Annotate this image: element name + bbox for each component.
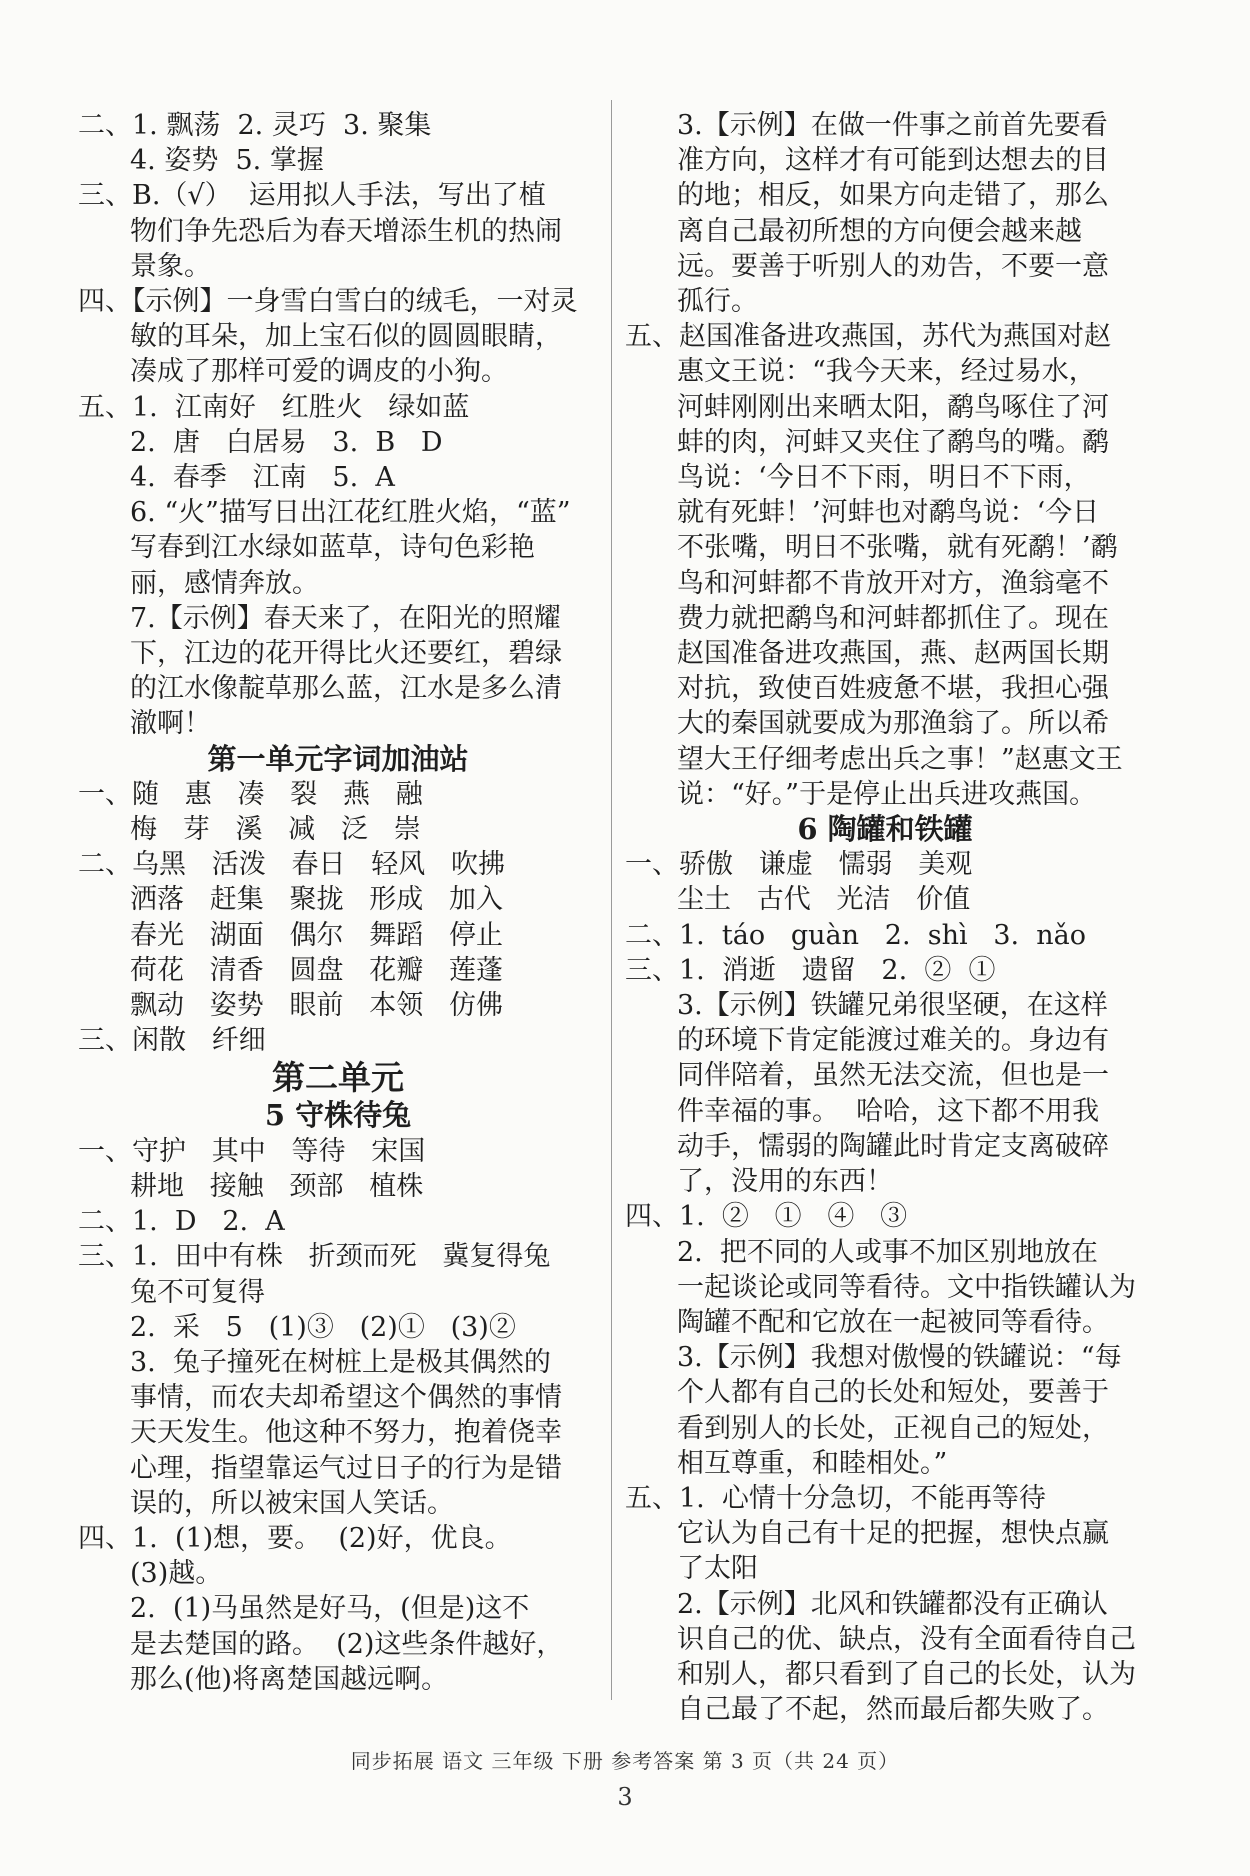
answer-line: 2. 把不同的人或事不加区别地放在 (677, 1236, 1098, 1268)
section-heading: 6 陶罐和铁罐 (797, 812, 973, 847)
answer-line: 动手，懦弱的陶罐此时肯定支离破碎 (677, 1130, 1109, 1162)
answer-line: 五、1. 心情十分急切，不能再等待 (625, 1482, 1046, 1514)
answer-line: 对抗，致使百姓疲惫不堪，我担心强 (677, 673, 1109, 705)
answer-line: 三、1. 田中有株 折颈而死 冀复得兔 (78, 1241, 551, 1273)
answer-line: 费力就把鹬鸟和河蚌都抓住了。现在 (677, 602, 1109, 634)
answer-line: 四、1. (1)想，要。 (2)好，优良。 (78, 1522, 512, 1554)
answer-line: 三、1. 消逝 遗留 2. ② ① (625, 954, 996, 986)
answer-line: 4. 姿势 5. 掌握 (130, 145, 324, 177)
answer-line: 梅 芽 溪 减 泛 崇 (130, 814, 421, 846)
page-footer: 同步拓展 语文 三年级 下册 参考答案 第 3 页（共 24 页） (350, 1749, 900, 1773)
answer-line: (3)越。 (130, 1558, 223, 1590)
answer-line: 2. 采 5 (1)③ (2)① (3)② (130, 1311, 516, 1343)
answer-line: 飘动 姿势 眼前 本领 仿佛 (130, 990, 503, 1022)
right-column (625, 108, 1145, 1727)
answer-line: 四、1. ② ① ④ ③ (625, 1201, 908, 1233)
answer-line: 心理，指望靠运气过日子的行为是错 (130, 1452, 562, 1484)
answer-line: 物们争先恐后为春天增添生机的热闹 (130, 215, 562, 247)
answer-line: 2. (1)马虽然是好马，(但是)这不 (130, 1593, 530, 1625)
answer-line: 识自己的优、缺点，没有全面看待自己 (677, 1623, 1136, 1655)
answer-line: 天天发生。他这种不努力，抱着侥幸 (130, 1417, 562, 1449)
answer-line: 的江水像靛草那么蓝，江水是多么清 (130, 673, 562, 705)
answer-line: 了太阳 (677, 1553, 758, 1585)
answer-line: 它认为自己有十足的把握，想快点赢 (677, 1518, 1109, 1550)
answer-line: 尘土 古代 光洁 价值 (677, 884, 971, 916)
answer-line: 洒落 赶集 聚拢 形成 加入 (130, 884, 503, 916)
answer-line: 下，江边的花开得比火还要红，碧绿 (130, 638, 562, 670)
answer-line: 说：“好。”于是停止出兵进攻燕国。 (677, 778, 1097, 810)
answer-line: 大的秦国就要成为那渔翁了。所以希 (677, 708, 1109, 740)
answer-line: 三、B.（√） 运用拟人手法，写出了植 (78, 180, 546, 212)
answer-line: 敏的耳朵，加上宝石似的圆圆眼睛， (130, 321, 562, 353)
answer-line: 一起谈论或同等看待。文中指铁罐认为 (677, 1271, 1136, 1303)
answer-line: 蚌的肉，河蚌又夹住了鹬鸟的嘴。鹬 (677, 426, 1109, 458)
section-heading: 第一单元字词加油站 (207, 741, 469, 776)
answer-line: 那么(他)将离楚国越远啊。 (130, 1663, 449, 1695)
answer-line: 的地；相反，如果方向走错了，那么 (677, 180, 1109, 212)
answer-line: 误的，所以被宋国人笑话。 (130, 1487, 454, 1519)
answer-line: 3.【示例】铁罐兄弟很坚硬，在这样 (677, 990, 1108, 1022)
answer-line: 四、【示例】一身雪白雪白的绒毛，一对灵 (78, 286, 578, 318)
answer-line: 三、闲散 纤细 (78, 1025, 266, 1057)
answer-line: 同伴陪着，虽然无法交流，但也是一 (677, 1060, 1109, 1092)
answer-line: 凑成了那样可爱的调皮的小狗。 (130, 356, 508, 388)
answer-line: 荷花 清香 圆盘 花瓣 莲蓬 (130, 954, 503, 986)
section-heading: 第二单元 (272, 1058, 404, 1098)
answer-line: 3. 兔子撞死在树桩上是极其偶然的 (130, 1346, 551, 1378)
answer-line: 7.【示例】春天来了，在阳光的照耀 (130, 602, 561, 634)
column-divider (611, 100, 612, 1700)
answer-line: 写春到江水绿如蓝草，诗句色彩艳 (130, 532, 535, 564)
answer-line: 一、随 惠 凑 裂 燕 融 (78, 778, 423, 810)
answer-line: 2. 唐 白居易 3. B D (130, 426, 443, 458)
answer-line: 不张嘴，明日不张嘴，就有死鹬！’鹬 (677, 532, 1118, 564)
answer-line: 离自己最初所想的方向便会越来越 (677, 215, 1082, 247)
answer-line: 个人都有自己的长处和短处，要善于 (677, 1377, 1109, 1409)
left-column (78, 108, 598, 1697)
answer-line: 了，没用的东西！ (677, 1166, 893, 1198)
answer-line: 看到别人的长处，正视自己的短处， (677, 1412, 1109, 1444)
answer-line: 就有死蚌！’河蚌也对鹬鸟说：‘今日 (677, 497, 1100, 529)
answer-line: 6. “火”描写日出江花红胜火焰，“蓝” (130, 497, 571, 529)
answer-line: 望大王仔细考虑出兵之事！”赵惠文王 (677, 743, 1123, 775)
answer-line: 4. 春季 江南 5. A (130, 462, 395, 494)
answer-line: 澈啊！ (130, 708, 211, 740)
answer-line: 和别人，都只看到了自己的长处，认为 (677, 1658, 1136, 1690)
answer-line: 准方向，这样才有可能到达想去的目 (677, 145, 1109, 177)
answer-line: 兔不可复得 (130, 1276, 265, 1308)
answer-line: 件幸福的事。 哈哈，这下都不用我 (677, 1095, 1100, 1127)
answer-line: 二、1. 飘荡 2. 灵巧 3. 聚集 (78, 110, 432, 141)
answer-line: 相互尊重，和睦相处。” (677, 1447, 948, 1479)
answer-line: 二、1. táo guàn 2. shì 3. nǎo (625, 919, 1087, 951)
answer-line: 一、守护 其中 等待 宋国 (78, 1135, 426, 1167)
answer-line: 2.【示例】北风和铁罐都没有正确认 (677, 1588, 1108, 1620)
answer-line: 3.【示例】我想对傲慢的铁罐说：“每 (677, 1342, 1122, 1374)
answer-line: 惠文王说：“我今天来，经过易水， (677, 356, 1096, 388)
answer-line: 河蚌刚刚出来晒太阳，鹬鸟啄住了河 (677, 391, 1109, 423)
answer-line: 五、赵国准备进攻燕国，苏代为燕国对赵 (625, 321, 1111, 353)
answer-line: 鸟说：‘今日不下雨，明日不下雨， (677, 462, 1091, 494)
answer-line: 赵国准备进攻燕国，燕、赵两国长期 (677, 638, 1109, 670)
answer-line: 事情，而农夫却希望这个偶然的事情 (130, 1382, 562, 1414)
section-heading: 5 守株待兔 (264, 1098, 412, 1133)
answer-line: 丽，感情奔放。 (130, 567, 319, 599)
answer-line: 孤行。 (677, 286, 758, 318)
answer-line: 鸟和河蚌都不肯放开对方，渔翁毫不 (677, 567, 1109, 599)
answer-line: 一、骄傲 谦虚 懦弱 美观 (625, 849, 973, 881)
answer-line: 春光 湖面 偶尔 舞蹈 停止 (130, 919, 503, 951)
answer-line: 景象。 (130, 250, 211, 282)
answer-line: 陶罐不配和它放在一起被同等看待。 (677, 1306, 1109, 1338)
answer-line: 五、1. 江南好 红胜火 绿如蓝 (78, 391, 470, 423)
answer-line: 3.【示例】在做一件事之前首先要看 (677, 110, 1108, 141)
answer-line: 二、1. D 2. A (78, 1206, 285, 1238)
answer-line: 远。要善于听别人的劝告，不要一意 (677, 250, 1109, 282)
answer-line: 耕地 接触 颈部 植株 (130, 1170, 424, 1202)
answer-line: 是去楚国的路。 (2)这些条件越好， (130, 1628, 564, 1660)
answer-line: 自己最了不起，然而最后都失败了。 (677, 1694, 1109, 1726)
page-number: 3 (617, 1783, 633, 1811)
answer-line: 二、乌黑 活泼 春日 轻风 吹拂 (78, 849, 505, 881)
answer-line: 的环境下肯定能渡过难关的。身边有 (677, 1025, 1109, 1057)
